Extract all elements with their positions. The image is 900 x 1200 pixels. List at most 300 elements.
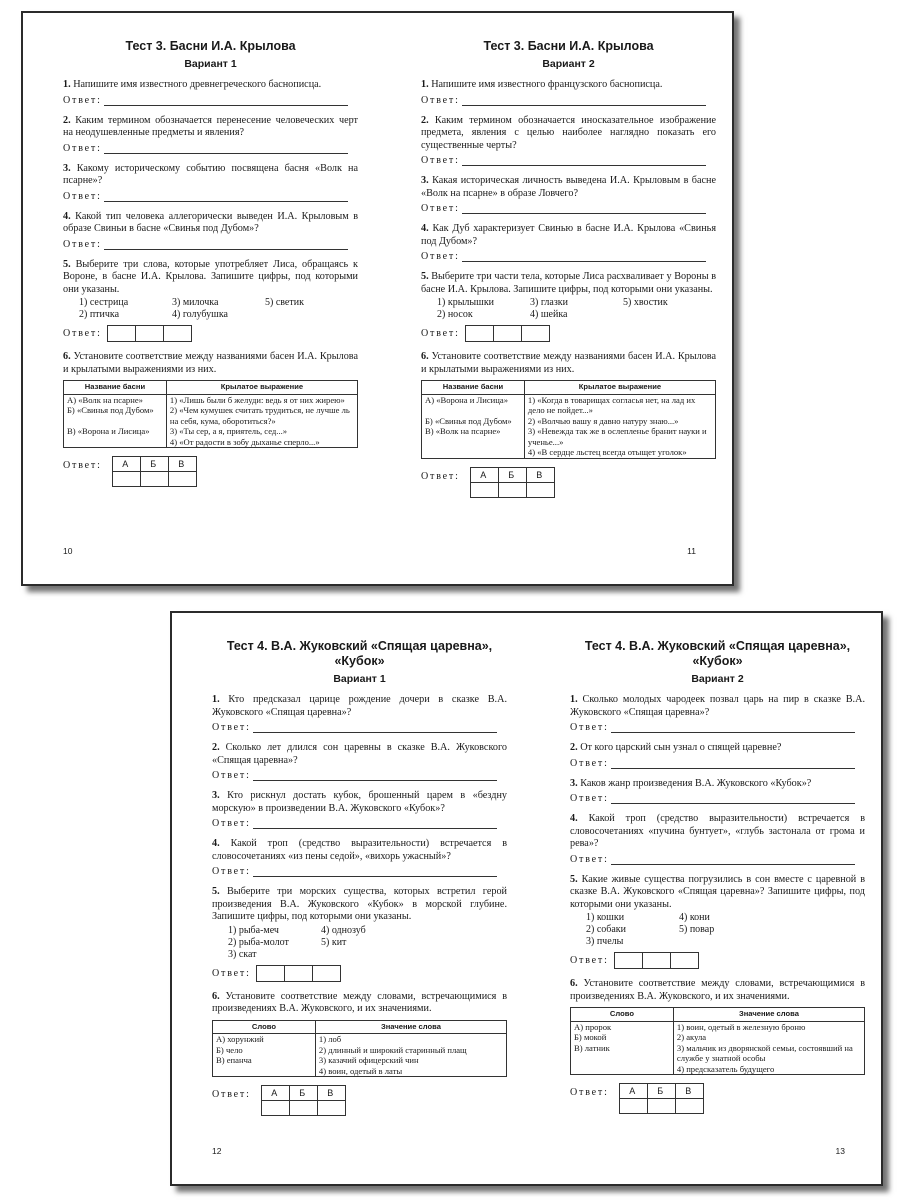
answer-label: Ответ: [63, 142, 102, 154]
table-row [213, 1045, 507, 1056]
question-body: Какие живые существа погрузились в сон вместе с царевной в сказке В.А. Жуковского «Спящая царевна»? Запишите цифры, под которыми они указаны. [570, 873, 866, 910]
question-text [421, 271, 716, 296]
column-header: Название басни [64, 381, 167, 395]
answer-line [63, 239, 358, 250]
question-body: Какой троп (средство выразительности) встречается в словосочетаниях «из пены седой», «вихорь ужасный»? [212, 838, 508, 862]
table-cell-right: 4) «В сердце льстец всегда отыщет уголок» [524, 447, 715, 458]
options-list [63, 297, 358, 321]
abv-input-cell[interactable] [168, 472, 196, 487]
question-text [212, 886, 507, 924]
question-body: Установите соответствие между названиями басен И.А. Крылова и крылатыми выражениями из них. [421, 351, 716, 375]
option-item: 5) хвостик [623, 297, 668, 308]
table-cell-right: 4) «От радости в зобу дыханье сперло...» [166, 437, 357, 448]
question-text [212, 991, 507, 1016]
question-text [421, 115, 716, 153]
question-text [63, 351, 358, 376]
question-text [63, 115, 358, 140]
option-item: 2) рыба-молот [228, 936, 289, 948]
variant-label: Вариант 1 [184, 58, 237, 70]
abv-input-cell[interactable] [675, 1099, 703, 1114]
answer-line [570, 854, 865, 865]
question-number: 4. [570, 813, 578, 824]
option-item: 1) рыба-меч [228, 924, 279, 936]
table-cell-left: А) хорунжий [213, 1034, 316, 1045]
table-row [422, 394, 716, 416]
question-body: Сколько лет длился сон царевны в сказке В.А. Жуковского «Спящая царевна»? [212, 742, 508, 766]
table-cell-left: Б) «Свинья под Дубом» [422, 416, 525, 427]
table-cell-left [213, 1066, 316, 1077]
question-body: Установите соответствие между названиями басен И.А. Крылова и крылатыми выражениями из них. [63, 351, 358, 375]
abv-input-row [112, 472, 196, 487]
answer-line [63, 143, 358, 154]
question-body: Выберите три части тела, которые Лиса расхваливает у Вороны в басне И.А. Крылова. Запишите цифры, под которыми они указаны. [421, 271, 716, 295]
answer-input[interactable] [253, 770, 497, 781]
question-number: 2. [570, 742, 578, 753]
table-header-row [64, 381, 358, 395]
abv-header-row [112, 457, 196, 472]
table-cell-left: В) «Волк на псарне» [422, 426, 525, 447]
option-item: 3) милочка [172, 297, 219, 308]
answer-boxes-row [212, 965, 507, 982]
answer-box[interactable] [284, 965, 313, 982]
option-item: 3) пчелы [586, 936, 624, 947]
question-number: 6. [212, 990, 220, 1002]
option-item: 5) кит [321, 936, 347, 948]
table-cell-right: 3) «Невежда так же в ослепленье бранит науки и ученье...» [524, 426, 715, 447]
answer-boxes-row [421, 325, 716, 342]
abv-input-cell[interactable] [470, 482, 498, 497]
answer-label: Ответ: [421, 328, 460, 339]
option-item: 2) собаки [586, 924, 627, 935]
answer-line [63, 191, 358, 202]
question-text [212, 694, 507, 719]
option-item [414, 925, 507, 937]
question-text [212, 742, 507, 767]
abv-letter: А [261, 1086, 289, 1101]
answer-line [212, 866, 507, 877]
answer-line [421, 155, 716, 166]
abv-input-row [619, 1099, 703, 1114]
page-number: 12 [212, 1146, 222, 1156]
option-item [414, 949, 507, 961]
options-list [212, 925, 507, 961]
page-content [570, 639, 865, 1114]
question-number: 1. [63, 79, 71, 90]
answer-input[interactable] [611, 758, 855, 769]
question-text [570, 694, 865, 719]
matching-table [421, 380, 716, 459]
table-cell-left: В) «Ворона и Лисица» [64, 426, 167, 437]
table-row [64, 394, 358, 405]
page-12 [172, 613, 517, 1184]
table-cell-left: Б) «Свинья под Дубом» [64, 405, 167, 426]
abv-answer-grid [619, 1083, 704, 1114]
option-item: 4) однозуб [321, 924, 366, 936]
abv-answer-grid [112, 456, 197, 487]
answer-label: Ответ: [421, 470, 460, 482]
option-item: 2) птичка [79, 309, 120, 320]
column-header: Крылатое выражение [166, 381, 357, 395]
abv-input-cell[interactable] [317, 1101, 345, 1116]
answer-box[interactable] [163, 325, 192, 342]
question-body: Кто рискнул достать кубок, брошенный царем в «бездну морскую» в произведении В.А. Жуковского «Кубок»? [212, 790, 508, 814]
page-content [212, 639, 507, 1116]
table-cell-right: 2) «Чем кумушек считать трудиться, не лучше ль на себя, кума, оборотиться?» [166, 405, 357, 426]
abv-header-row [619, 1084, 703, 1099]
answer-boxes [466, 325, 550, 342]
abv-input-cell[interactable] [498, 482, 526, 497]
answer-label: Ответ: [63, 238, 102, 250]
question-number: 1. [212, 694, 220, 705]
question-text [212, 790, 507, 815]
table-cell-left: Б) чело [213, 1045, 316, 1056]
question-text [570, 978, 865, 1003]
answer-label: Ответ: [421, 203, 460, 214]
column-header: Название басни [422, 381, 525, 395]
answer-input[interactable] [253, 722, 497, 733]
question-body: Установите соответствие между словами, встречающимися в произведениях В.А. Жуковского, и их значениями. [212, 990, 508, 1014]
option-item: 4) шейка [530, 309, 568, 320]
variant-label: Вариант 2 [542, 58, 595, 70]
question-body: Какой тип человека аллегорически выведен И.А. Крыловым в образе Свиньи в басне «Свинья под Дубом»? [63, 210, 359, 234]
question-text [63, 79, 358, 92]
answer-box[interactable] [107, 325, 136, 342]
page-11 [377, 13, 722, 584]
question-number: 3. [421, 175, 429, 186]
abv-letter: В [168, 457, 196, 472]
test-title: Тест 4. В.А. Жуковский «Спящая царевна», «Кубок» [226, 639, 493, 668]
matching-table [570, 1007, 865, 1075]
page-content [421, 39, 716, 498]
answer-line [421, 95, 716, 106]
abv-input-cell[interactable] [526, 482, 554, 497]
abv-input-cell[interactable] [140, 472, 168, 487]
option-item [414, 937, 507, 949]
table-cell-left: А) «Ворона и Лисица» [422, 394, 525, 416]
question-number: 5. [212, 886, 220, 897]
table-cell-left: Б) мокой [571, 1032, 674, 1043]
option-item: 3) скат [228, 948, 257, 960]
table-cell-right: 1) «Лишь были б желуди: ведь я от них жирею» [166, 394, 357, 405]
page-number: 11 [687, 546, 696, 556]
answer-box[interactable] [493, 325, 522, 342]
table-cell-left: А) «Волк на псарне» [64, 394, 167, 405]
abv-letter: В [317, 1086, 345, 1101]
answer-label: Ответ: [212, 967, 251, 979]
option-item [623, 309, 716, 321]
answer-label: Ответ: [212, 866, 251, 877]
table-cell-right: 4) предсказатель будущего [673, 1064, 864, 1075]
abv-letter: А [470, 467, 498, 482]
option-item [772, 936, 865, 948]
answer-label: Ответ: [63, 328, 102, 339]
table-row [213, 1055, 507, 1066]
table-header-row [571, 1008, 865, 1022]
question-text [421, 175, 716, 200]
test-title: Тест 4. В.А. Жуковский «Спящая царевна», «Кубок» [584, 639, 851, 668]
question-number: 3. [570, 777, 578, 789]
question-body: Какому историческому событию посвящена басня «Волк на псарне»? [63, 162, 359, 186]
question-text [63, 211, 358, 236]
table-row [571, 1021, 865, 1032]
answer-line [212, 770, 507, 781]
question-text [63, 163, 358, 188]
abv-letter: В [675, 1084, 703, 1099]
question-text [421, 351, 716, 376]
page-10 [23, 13, 368, 584]
table-cell-right: 3) казачий офицерский чин [315, 1055, 506, 1066]
table-cell-right: 2) длинный и широкий старинный плащ [315, 1045, 506, 1056]
question-text [570, 813, 865, 851]
abv-header-row [261, 1086, 345, 1101]
answer-label: Ответ: [421, 155, 460, 166]
table-row [422, 447, 716, 458]
question-number: 2. [63, 114, 71, 126]
answer-input[interactable] [611, 722, 855, 733]
question-body: Каким термином обозначается перенесение человеческих черт на неодушевленные предметы и явления? [63, 114, 359, 138]
abv-input-row [470, 482, 554, 497]
table-cell-right: 2) акула [673, 1032, 864, 1043]
page-13 [526, 613, 871, 1184]
abv-input-cell[interactable] [112, 472, 140, 487]
answer-label: Ответ: [570, 757, 609, 769]
question-number: 5. [570, 873, 578, 885]
abv-answer [212, 1085, 507, 1116]
table-cell-right: 1) «Когда в товарищах согласья нет, на лад их дело не пойдет...» [524, 394, 715, 416]
question-body: Напишите имя известного древнегреческого баснописца. [73, 79, 322, 90]
abv-answer [63, 456, 358, 487]
abv-input-cell[interactable] [289, 1101, 317, 1116]
question-number: 5. [421, 271, 429, 282]
answer-input[interactable] [462, 95, 706, 106]
matching-table [212, 1020, 507, 1078]
question-number: 4. [421, 223, 429, 234]
table-row [213, 1034, 507, 1045]
question-number: 6. [63, 351, 71, 362]
option-item: 1) сестрица [79, 297, 129, 308]
table-cell-left [422, 447, 525, 458]
column-header: Значение слова [315, 1020, 506, 1034]
matching-table [63, 380, 358, 448]
table-cell-right: 3) «Ты сер, а я, приятель, сед...» [166, 426, 357, 437]
answer-box[interactable] [135, 325, 164, 342]
table-cell-right: 1) лоб [315, 1034, 506, 1045]
book-spread-test-3 [21, 11, 734, 586]
answer-boxes [615, 952, 699, 969]
abv-answer-grid [261, 1085, 346, 1116]
question-body: Как Дуб характеризует Свинью в басне И.А. Крылова «Свинья под Дубом»? [421, 223, 717, 247]
answer-label: Ответ: [63, 460, 102, 471]
answer-box[interactable] [465, 325, 494, 342]
abv-letter: А [112, 457, 140, 472]
answer-line [421, 203, 716, 214]
answer-line [63, 95, 358, 106]
answer-input[interactable] [611, 793, 855, 804]
answer-label: Ответ: [421, 94, 460, 106]
question-number: 5. [63, 258, 71, 270]
answer-label: Ответ: [570, 1087, 609, 1098]
answer-box[interactable] [670, 952, 699, 969]
table-cell-left [571, 1064, 674, 1075]
question-number: 2. [421, 114, 429, 126]
column-header: Крылатое выражение [524, 381, 715, 395]
answer-label: Ответ: [63, 94, 102, 106]
option-item [772, 912, 865, 924]
option-item: 5) светик [265, 297, 304, 308]
abv-letter: Б [647, 1084, 675, 1099]
table-cell-right: 1) воин, одетый в железную броню [673, 1021, 864, 1032]
question-body: Установите соответствие между словами, встречающимися в произведениях В.А. Жуковского, и их значениями. [570, 978, 866, 1002]
question-body: Кто предсказал царице рождение дочери в сказке В.А. Жуковского «Спящая царевна»? [212, 694, 507, 718]
table-row [64, 426, 358, 437]
answer-boxes [108, 325, 192, 342]
answer-line [421, 251, 716, 262]
answer-box[interactable] [521, 325, 550, 342]
option-item: 4) кони [679, 912, 710, 923]
table-row [571, 1064, 865, 1075]
question-text [421, 223, 716, 248]
answer-input[interactable] [462, 203, 706, 214]
answer-box[interactable] [312, 965, 341, 982]
option-item: 1) кошки [586, 912, 625, 923]
answer-line [570, 722, 865, 733]
question-number: 2. [212, 742, 220, 753]
abv-letter: Б [140, 457, 168, 472]
answer-input[interactable] [462, 155, 706, 166]
answer-box[interactable] [642, 952, 671, 969]
answer-input[interactable] [462, 251, 706, 262]
question-number: 1. [421, 79, 429, 90]
question-number: 6. [570, 978, 578, 989]
table-row [422, 416, 716, 427]
variant-label: Вариант 1 [333, 673, 386, 685]
abv-input-cell[interactable] [647, 1099, 675, 1114]
options-list [421, 297, 716, 321]
answer-line [212, 818, 507, 829]
answer-label: Ответ: [212, 1089, 251, 1100]
option-item: 3) глазки [530, 297, 569, 308]
answer-input[interactable] [611, 854, 855, 865]
page-number: 13 [835, 1146, 845, 1156]
option-item: 4) голубушка [172, 309, 228, 320]
options-list [570, 912, 865, 948]
question-body: Какой троп (средство выразительности) встречается в словосочетаниях «пучина бунтует», «глубь застонала от грома и рева»? [570, 813, 866, 849]
question-number: 4. [63, 210, 71, 222]
answer-line [212, 722, 507, 733]
option-item: 5) повар [679, 924, 715, 935]
question-body: Каков жанр произведения В.А. Жуковского «Кубок»? [580, 777, 812, 789]
answer-input[interactable] [253, 866, 497, 877]
answer-box[interactable] [256, 965, 285, 982]
table-cell-left: В) епанча [213, 1055, 316, 1066]
answer-input[interactable] [104, 95, 348, 106]
question-body: Выберите три морских существа, которых встретил герой произведения В.А. Жуковского «Кубок» в морской глубине. Запишите цифры, под которыми они указаны. [212, 886, 507, 922]
table-cell-left: А) пророк [571, 1021, 674, 1032]
question-number: 6. [421, 351, 429, 362]
answer-line [570, 793, 865, 804]
abv-answer-grid [470, 467, 555, 498]
answer-label: Ответ: [63, 190, 102, 202]
abv-header-row [470, 467, 554, 482]
option-item [265, 309, 358, 321]
question-number: 4. [212, 838, 220, 849]
answer-input[interactable] [104, 191, 348, 202]
question-text [570, 778, 865, 791]
answer-label: Ответ: [570, 955, 609, 966]
answer-label: Ответ: [212, 722, 251, 733]
table-row [571, 1032, 865, 1043]
table-cell-left [64, 437, 167, 448]
option-item: 1) крылышки [437, 297, 495, 308]
option-item [321, 949, 414, 961]
page-content [63, 39, 358, 487]
question-body: Сколько молодых чародеек позвал царь на пир в сказке В.А. Жуковского «Спящая царевна»? [570, 694, 865, 718]
abv-letter: Б [498, 467, 526, 482]
table-cell-left: В) латник [571, 1043, 674, 1064]
question-number: 3. [212, 790, 220, 801]
question-body: Каким термином обозначается иносказательное изображение предмета, явления с целью наиболее наглядно показать его существенные черты? [421, 114, 717, 151]
table-header-row [422, 381, 716, 395]
table-cell-right: 4) воин, одетый в латы [315, 1066, 506, 1077]
table-cell-right: 3) мальчик из дворянской семьи, состоявший на службе у знатной особы [673, 1043, 864, 1064]
question-text [570, 874, 865, 912]
answer-input[interactable] [104, 143, 348, 154]
answer-boxes [257, 965, 341, 982]
answer-label: Ответ: [212, 818, 251, 829]
answer-boxes-row [63, 325, 358, 342]
question-number: 1. [570, 694, 578, 705]
option-item: 2) носок [437, 309, 473, 320]
test-title: Тест 3. Басни И.А. Крылова [483, 39, 654, 53]
page-number: 10 [63, 546, 73, 556]
table-header-row [213, 1020, 507, 1034]
question-body: Выберите три слова, которые употребляет Лиса, обращаясь к Вороне, в басне И.А. Крылова. Запишите цифры, под которыми они указаны. [63, 258, 358, 295]
question-text [212, 838, 507, 863]
abv-letter: В [526, 467, 554, 482]
question-text [570, 742, 865, 755]
question-body: Напишите имя известного французского баснописца. [431, 79, 663, 90]
answer-input[interactable] [253, 818, 497, 829]
answer-input[interactable] [104, 239, 348, 250]
answer-label: Ответ: [570, 793, 609, 804]
option-item [679, 936, 772, 948]
answer-box[interactable] [614, 952, 643, 969]
abv-letter: А [619, 1084, 647, 1099]
column-header: Значение слова [673, 1008, 864, 1022]
table-row [422, 426, 716, 447]
answer-label: Ответ: [212, 770, 251, 781]
table-cell-right: 2) «Волчью вашу я давно натуру знаю...» [524, 416, 715, 427]
variant-label: Вариант 2 [691, 673, 744, 685]
answer-label: Ответ: [570, 853, 609, 865]
abv-input-row [261, 1101, 345, 1116]
column-header: Слово [213, 1020, 316, 1034]
answer-boxes-row [570, 952, 865, 969]
answer-line [570, 758, 865, 769]
table-row [213, 1066, 507, 1077]
answer-label: Ответ: [570, 722, 609, 733]
question-body: От кого царский сын узнал о спящей царевне? [580, 742, 782, 753]
abv-letter: Б [289, 1086, 317, 1101]
question-body: Какая историческая личность выведена И.А. Крыловым в басне «Волк на псарне» в образе Ловчего? [421, 175, 717, 199]
question-text [421, 79, 716, 92]
question-text [63, 259, 358, 297]
table-row [64, 437, 358, 448]
answer-label: Ответ: [421, 251, 460, 262]
column-header: Слово [571, 1008, 674, 1022]
abv-input-cell[interactable] [261, 1101, 289, 1116]
abv-input-cell[interactable] [619, 1099, 647, 1114]
